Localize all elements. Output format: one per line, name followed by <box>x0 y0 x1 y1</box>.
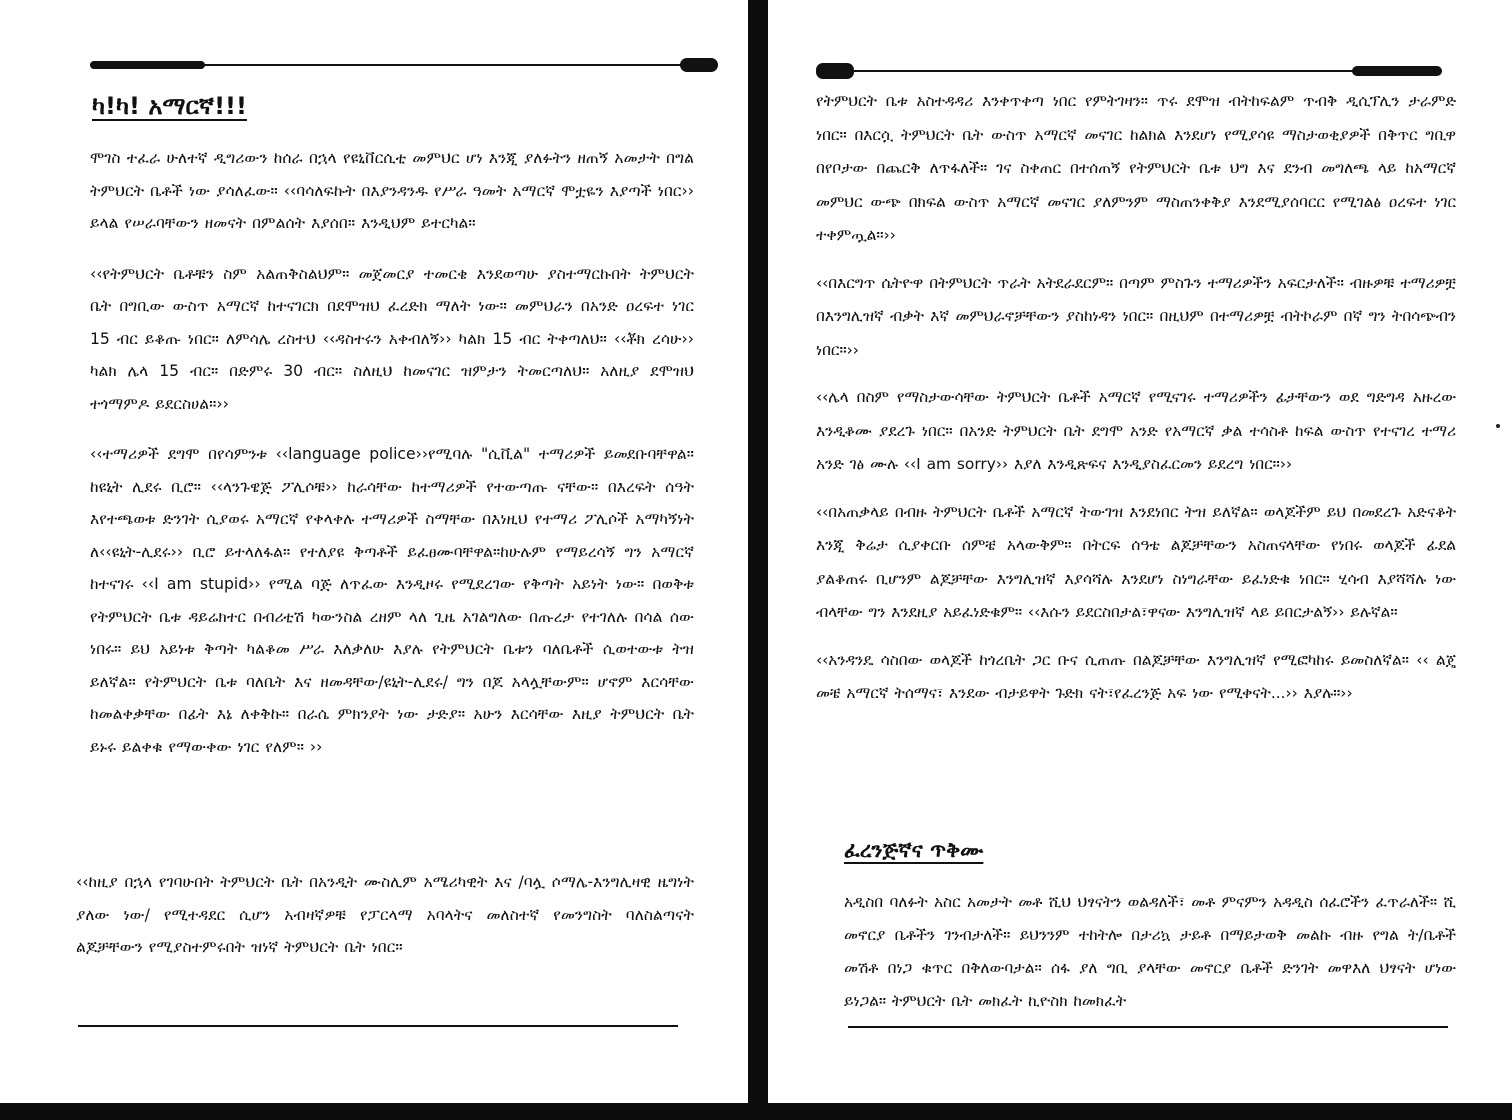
paragraph: ‹‹ከዚያ በኋላ የገባሁበት ትምህርት ቤት በአንዲት ሙስሊም አሜሪካዊት እና /ባሏ ሶማሌ-እንግሊዛዊ ዜግነት ያለው ነው/ የሚተዳደር ሲሆን አብዛኛዎቹ የፓርላማ አባላትና መለስተኛ የመንግስት ባለስልጣናት ልጆቻቸውን የሚያስተምሩበት ዝነኛ ትምህርት ቤት ነበር። <box>76 873 694 956</box>
paragraph: ‹‹ሌላ በስም የማስታውሳቸው ትምህርት ቤቶች አማርኛ የሚናገሩ ተማሪዎችን ፊታቸውን ወደ ግድግዳ አዙረው እንዲቆሙ ያደረጉ ነበር። በአንድ ትምህርት ቤት ደግሞ አንድ የአማርኛ ቃል ተሳስቶ ከፍል ውስጥ የተናገረ ተማሪ አንድ ገፅ ሙሉ ‹‹I am sorry›› እያለ እንዲጽፍና እንዲያስፈርመን ይደረግ ነበር።›› <box>816 388 1456 473</box>
paragraph: ‹‹አንዳንዴ ሳስበው ወላጆች ከጎረቤት ጋር ቡና ሲጠጡ በልጆቻቸው እንግሊዝኛ የሚፎካከሩ ይመስለኛል። ‹‹ ልጄ መቼ አማርኛ ትሰማና፣ እንደው ብታይዋት ጉድክ ናት፣የፈረንጅ አፍ ነው የሚቀናት...›› እያሉ።›› <box>816 650 1456 702</box>
footer-rule <box>848 1026 1448 1028</box>
paragraph: ሞገስ ተፈራ ሁለተኛ ዲግሪውን ከሰራ በኋላ የዩኒቨርሲቲ መምህር ሆነ እንጂ ያለፉትን ዘጠኝ አመታት በግል ትምህርት ቤቶች ነው ያሳለፈው። ‹‹ባሳለፍኩት በእያንዳንዱ የሥራ ዓመት አማርኛ ሞቷዬን እያጣች ነበር›› ይላል የሠራባቸውን ዘመናት በምልሰት እያሰበ። እንዲህም ይተርካል። <box>90 149 694 232</box>
scan-speck <box>1496 424 1500 428</box>
paragraph: አዲስበ ባለፉት አስር አመታት መቶ ሺህ ህፃናትን ወልዳለች፣ መቶ ምናምን አዳዲስ ሰፈሮችን ፈጥራለች። ሺ መኖርያ ቤቶችን ገንብታለች። ይህንንም ተከትሎ በታሪኳ ታይቶ በማይታወቅ መልኩ ብዙ የግል ት/ቤቶች መሽቶ በነጋ ቁጥር በቅለውባታል። ሰፋ ያለ ግቢ ያላቸው መኖርያ ቤቶች ድንገት መዋእለ ህፃናት ሆነው ይነጋል። ትምህርት ቤት መክፈት ኪዮስክ ከመክፈት <box>844 893 1456 1010</box>
right-body <box>816 85 1456 725</box>
scan-bottom-edge <box>0 1103 1512 1120</box>
right-page <box>768 0 1512 1103</box>
section-heading: ፈረንጅኛና ጥቅሙ <box>844 838 984 862</box>
footer-rule <box>78 1025 678 1027</box>
paragraph: የትምህርት ቤቱ አስተዳዳሪ እንቀጥቀጣ ነበር የምትገዛን። ጥሩ ደሞዝ ብትከፍልም ጥብቅ ዲሲፕሊን ታራምድ ነበር። በእርሷ ትምህርት ቤት ውስጥ አማርኛ መናገር ከልክል እንደሆነ የሚያሳዩ ማስታወቂያዎች በቅጥር ግቢዋ በየቦታው በጨርቅ ለጥፋለች። ገና ስቀጠር በተሰጠኝ የትምህርት ቤቱ ህግ እና ደንብ መግለጫ ላይ ከአማርኛ መምህር ውጭ በክፍል ውስጥ አማርኛ መናገር ያለምንም ማስጠንቀቅያ እንደሚያሰባርር የሚገልፅ ዐረፍተ ነገር ተቀምጧል።›› <box>816 92 1456 244</box>
right-bottom-body <box>844 886 1456 1036</box>
header-ornament <box>90 58 718 72</box>
chapter-heading: ካ!ካ! አማርኛ!!! <box>92 92 247 120</box>
paragraph: ‹‹ተማሪዎች ደግሞ በየሳምንቱ ‹‹language police››የሚባሉ "ሲቪል" ተማሪዎች ይመደቡባቸዋል። ከዩኒት ሊደሩ ቢሮ። ‹‹ላንጉዌጅ ፖሊሶቹ›› ከራሳቸው ከተማሪዎች የተውጣጡ ናቸው። በእረፍት ሰዓት እየተጫወቱ ድንገት ሲያወሩ አማርኛ የቀላቀሉ ተማሪዎች ስማቸው በእነዚህ የተማሪ ፖሊሶች አማካኝነት ለ‹‹ዩኒት-ሊደሩ›› ቢሮ ይተላለፋል። የተለያዩ ቅጣቶች ይፈፀሙባቸዋል።ከሁሉም የማይረሳኝ ግን አማርኛ ከተናገሩ ‹‹I am stupid›› የሚል ባጅ ለጥፈው እንዲዞሩ የሚደረገው የቅጣት አይነት ነው። በወቅቱ የትምህርት ቤቱ ዳይሬክተር በብሪቲሽ ካውንስል ረዘም ላለ ጊዜ አገልግለው በጡረታ የተገለሉ በሳል ሰው ነበሩ። ይህ አይነቱ ቅጣት ካልቆመ ሥራ እለቃለሁ እያሉ የትምህርት ቤቱን ባለቤቶች ሲወተውቱ ትዝ ይለኛል። የትምህርት ቤቱ ባለቤት እና ዘመዳቸው/ዩኒት-ሊደሩ/ ግን በጆ አላሏቸውም። ሆኖም እርሳቸው ከመልቀቃቸው በፊት እኔ ለቀቅኩ። በራሴ ምክንያት ነው ታድያ። አሁን እርሳቸው እዚያ ትምህርት ቤት ይኑሩ ይልቀቁ የማውቀው ነገር የለም። ›› <box>90 445 694 756</box>
left-bottom-body <box>76 866 694 982</box>
paragraph: ‹‹የትምህርት ቤቶቹን ስም አልጠቅስልህም። መጀመርያ ተመርቄ እንደወጣሁ ያስተማርኩበት ትምህርት ቤት በግቢው ውስጥ አማርኛ ከተናገርክ በደሞዝህ ፈረድክ ማለት ነው። መምህራን በአንድ ዐረፍተ ነገር 15 ብር ይቆጡ ነበር። ለምሳሌ ረስተህ ‹‹ዳስተሩን አቀብለኝ›› ካልክ 15 ብር ትቀጣለህ። ‹‹ቾክ ረሳሁ›› ካልክ ሌላ 15 ብር። በድምሩ 30 ብር። ስለዚህ ከመናገር ዝምታን ትመርጣለህ። አለዚያ ደሞዝህ ተጎማምዶ ይደርስሀል።›› <box>90 264 694 413</box>
paragraph: ‹‹በእርግጥ ሴትዮዋ በትምህርት ጥራት አትደራደርም። በጣም ምስጉን ተማሪዎችን አፍርታለች። ብዙዎቹ ተማሪዎቿ በእንግሊዝኛ ብቃት እኛ መምህራኖቻቸውን ያስከነዳን ነበር። በዚህም በተማሪዎቿ ብትኮራም በኛ ግን ትበሳጭብን ነበር።›› <box>816 273 1456 359</box>
header-ornament <box>816 64 1442 78</box>
left-page <box>0 0 748 1103</box>
left-body <box>90 142 694 781</box>
book-gutter <box>748 0 768 1120</box>
paragraph: ‹‹በአጠቃላይ በብዙ ትምህርት ቤቶች አማርኛ ትውገዝ እንደነበር ትዝ ይለኛል። ወላጆችም ይህ በመደረጉ አድናቆት እንጂ ቅሬታ ሲያቀርቡ ሰምቼ አላውቅም። በትርፍ ሰዓቴ ልጆቻቸውን አስጠናላቸው የነበሩ ወላጆች ፊደል ያልቆጠሩ ቢሆንም ልጆቻቸው እንግሊዝኛ እያሳሻሉ እንደሆነ ስነግራቸው ይፈነድቁ ነበር። ሂሳብ እያሻሻሉ ነው ብላቸው ግን እንደዚያ አይፈነድቁም። ‹‹እሱን ይደርስበታል፣ዋናው እንግሊዝኛ ላይ ይበርታልኝ›› ይሉኛል። <box>816 502 1456 621</box>
